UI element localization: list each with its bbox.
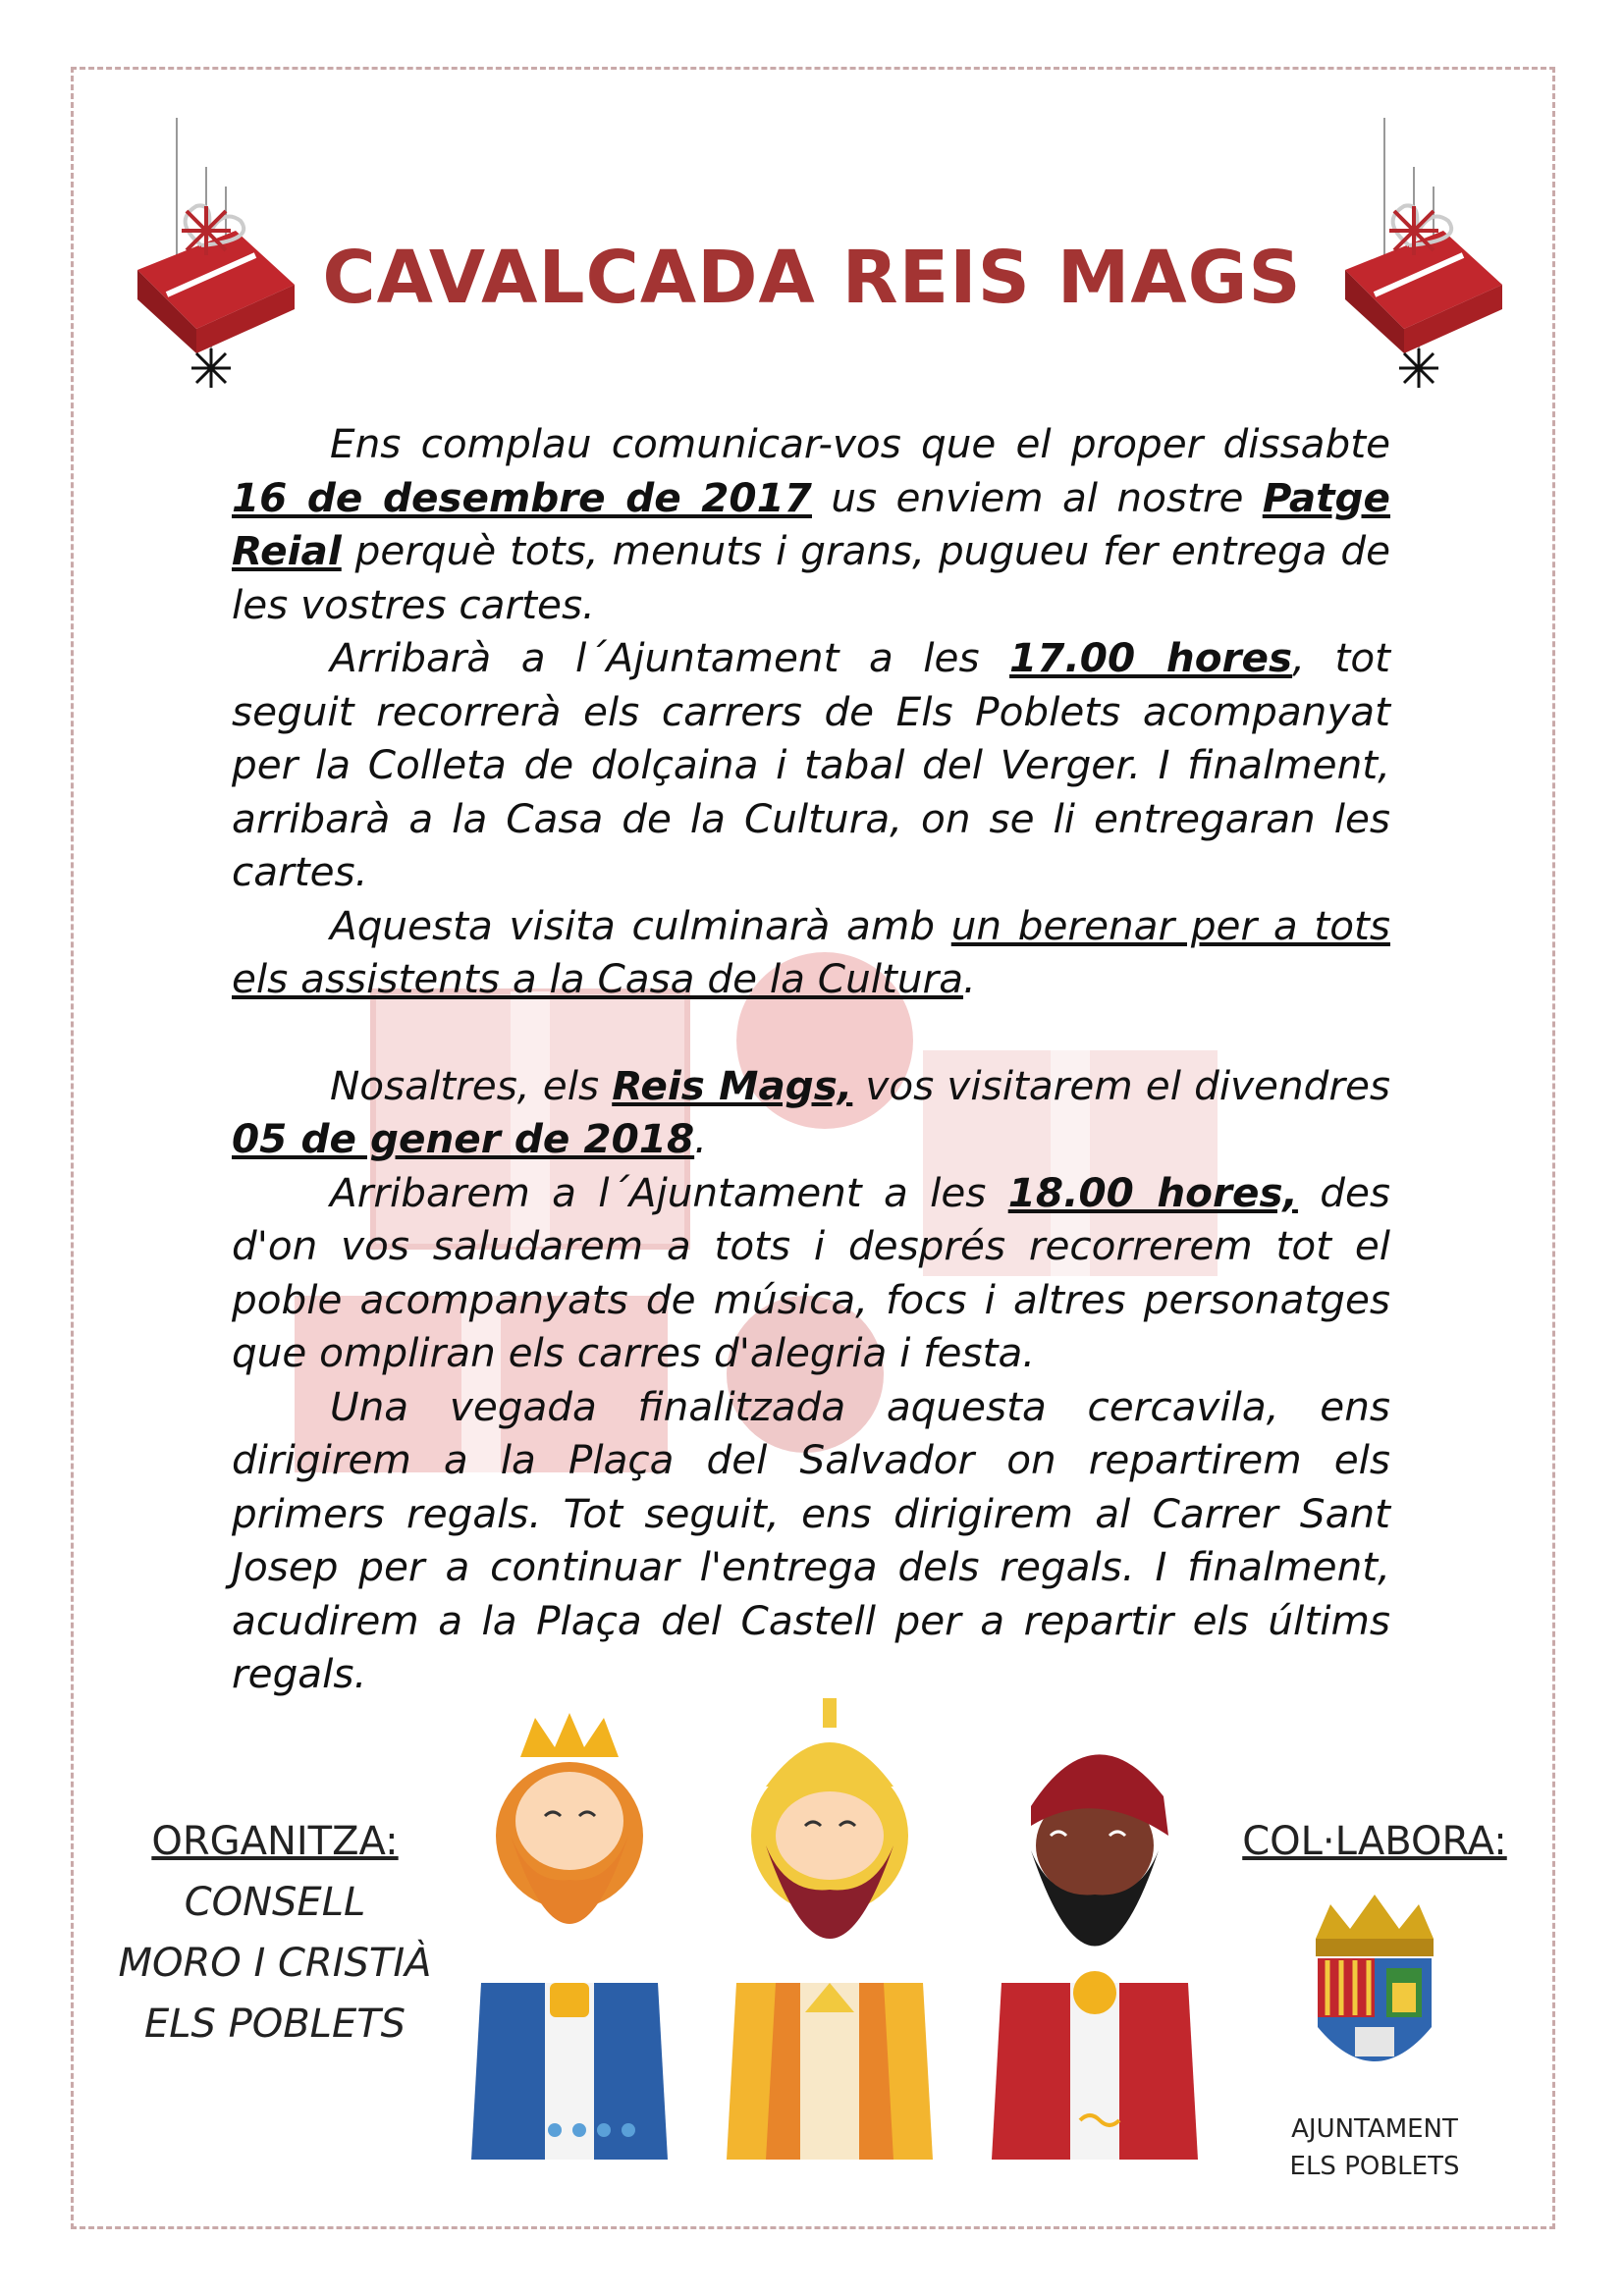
three-kings-illustration [461, 1688, 1218, 2160]
text-segment: Arribarem a l´Ajuntament a les [330, 1168, 1008, 1216]
patge-reial-label: Patge Reial [232, 473, 1390, 574]
text-segment: . [963, 955, 976, 1002]
paragraph-kings-arrival [232, 1166, 1390, 1380]
text-segment: Arribarà a l´Ajuntament a les [330, 634, 1010, 681]
paragraph-snack [232, 899, 1390, 1006]
paragraph-kings-visit [232, 1059, 1390, 1166]
organizer-line: CONSELL [184, 1880, 366, 1925]
kings-arrival-time: 18.00 hores, [1007, 1168, 1298, 1216]
paragraph-route [232, 1380, 1390, 1701]
organizer-heading: ORGANITZA: [151, 1819, 399, 1864]
announcement-body [232, 417, 1390, 1701]
christmas-gift-ornament-right-icon [1316, 108, 1512, 402]
text-segment: us enviem al nostre [811, 473, 1263, 521]
page-title: CAVALCADA REIS MAGS [322, 236, 1302, 320]
king-blue [471, 1713, 668, 2160]
king-yellow [727, 1698, 933, 2160]
paragraph-page-arrival [232, 631, 1390, 899]
organizer-line: MORO I CRISTIÀ [118, 1941, 432, 1986]
christmas-gift-ornament-left-icon [108, 108, 304, 402]
kings-visit-date: 05 de gener de 2018 [232, 1115, 695, 1162]
text-segment: Nosaltres, els [330, 1061, 613, 1109]
town-hall-line: ELS POBLETS [1289, 2152, 1460, 2181]
paragraph-page-visit [232, 417, 1390, 631]
reis-mags-label: Reis Mags, [612, 1061, 853, 1109]
text-segment: Una vegada finalitzada aquesta cercavila, ens dirigirem a la Plaça del Salvador on repartirem els primers regals. Tot seguit, ens dirigirem al Carrer Sant Josep per a continuar l'entrega dels regals. I finalment, acudirem a la Plaça del Castell per a repartir els últims regals. [232, 1382, 1390, 1697]
page-arrival-time: 17.00 hores [1009, 634, 1293, 681]
organizer-line: ELS POBLETS [143, 2002, 406, 2047]
text-segment: perquè tots, menuts i grans, pugueu fer entrega de les vostres cartes. [232, 527, 1390, 628]
page-visit-date: 16 de desembre de 2017 [232, 473, 812, 521]
town-hall-line: AJUNTAMENT [1291, 2114, 1458, 2144]
town-hall-label [1247, 2110, 1502, 2185]
text-segment: vos visitarem el divendres [852, 1061, 1390, 1109]
collaborator-block [1208, 1811, 1542, 1872]
text-segment: , tot seguit recorrerà els carrers de Els Poblets acompanyat per la Colleta de dolçaina i tabal del Verger. I finalment, arribarà a la Casa de la Cultura, on se li entregaran les cartes. [232, 634, 1390, 895]
king-red [992, 1754, 1198, 2160]
text-segment: Ens complau comunicar-vos que el proper dissabte [330, 420, 1390, 467]
organizer-block [88, 1811, 461, 2055]
text-segment: Aquesta visita culminarà amb [330, 901, 951, 949]
snack-note: un berenar per a tots els assistents a la Casa de la Cultura [232, 901, 1390, 1002]
text-segment: des d'on vos saludarem a tots i després recorrerem tot el poble acompanyats de música, focs i altres personatges que ompliran els carres d'alegria i festa. [232, 1168, 1390, 1376]
text-segment: . [694, 1115, 708, 1162]
town-coat-of-arms-icon [1296, 1890, 1453, 2086]
collaborator-heading: COL·LABORA: [1242, 1819, 1507, 1864]
